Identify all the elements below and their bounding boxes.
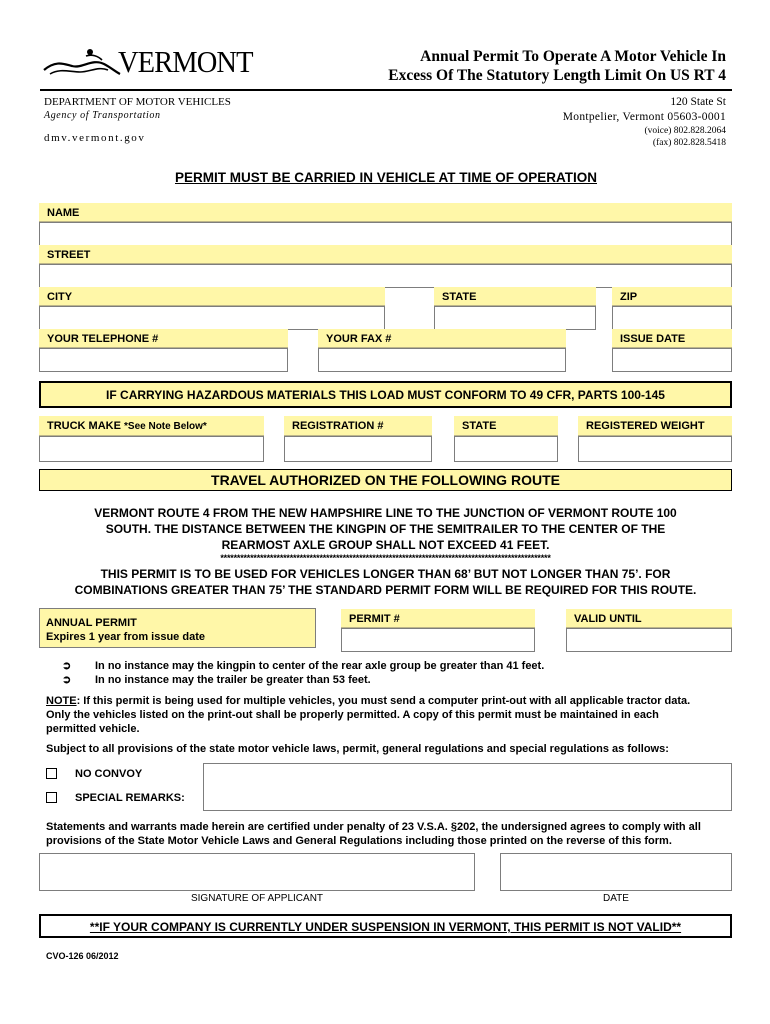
registered-weight-input[interactable] bbox=[578, 436, 732, 462]
logo-wordmark: VERMONT bbox=[118, 44, 253, 79]
multi-vehicle-note bbox=[46, 694, 736, 736]
route-description bbox=[39, 505, 732, 598]
form-title bbox=[380, 47, 726, 85]
office-address bbox=[480, 95, 726, 149]
no-convoy-checkbox[interactable] bbox=[46, 768, 57, 779]
signature-label: SIGNATURE OF APPLICANT bbox=[190, 893, 324, 904]
phone-fax: (fax) 802.828.5418 bbox=[652, 138, 726, 148]
telephone-input[interactable] bbox=[39, 348, 288, 372]
route-line-1: VERMONT ROUTE 4 FROM THE NEW HAMPSHIRE LINE TO THE JUNCTION OF VERMONT ROUTE 100 bbox=[94, 506, 677, 520]
name-input[interactable] bbox=[39, 222, 732, 246]
route-heading: TRAVEL AUTHORIZED ON THE FOLLOWING ROUTE bbox=[39, 469, 732, 491]
suspension-warning: **IF YOUR COMPANY IS CURRENTLY UNDER SUSPENSION IN VERMONT, THIS PERMIT IS NOT VALID** bbox=[39, 914, 732, 938]
state-input[interactable] bbox=[434, 306, 596, 330]
annual-permit-expiry: Expires 1 year from issue date bbox=[46, 631, 205, 643]
vermont-logo-mark-icon bbox=[42, 44, 122, 80]
header-rule bbox=[40, 89, 732, 91]
registration-input[interactable] bbox=[284, 436, 432, 462]
city-label: CITY bbox=[39, 287, 385, 306]
certification-statement bbox=[46, 820, 736, 848]
note-line-3: permitted vehicle. bbox=[46, 723, 140, 735]
special-remarks-label: SPECIAL REMARKS: bbox=[75, 792, 185, 804]
statement-line-2: provisions of the State Motor Vehicle Laws and General Regulations including those printed on the reverse of this form. bbox=[46, 835, 672, 847]
route-line-2: SOUTH. THE DISTANCE BETWEEN THE KINGPIN OF THE SEMITRAILER TO THE CENTER OF THE bbox=[105, 522, 666, 536]
signature-input[interactable] bbox=[39, 853, 475, 891]
truck-make-text: TRUCK MAKE bbox=[47, 420, 121, 432]
zip-input[interactable] bbox=[612, 306, 732, 330]
website-link[interactable]: dmv.vermont.gov bbox=[44, 132, 146, 144]
arrow-bullet-icon: ➲ bbox=[62, 660, 72, 672]
note-text: : If this permit is being used for multiple vehicles, you must send a computer print-out with all applicable tractor data. bbox=[76, 695, 691, 707]
note-label: NOTE bbox=[46, 695, 77, 707]
route-line-4: THIS PERMIT IS TO BE USED FOR VEHICLES LONGER THAN 68’ BUT NOT LONGER THAN 75’. FOR bbox=[100, 567, 671, 581]
phone-voice: (voice) 802.828.2064 bbox=[644, 126, 726, 136]
address-city: Montpelier, Vermont 05603-0001 bbox=[562, 111, 726, 123]
fax-label: YOUR FAX # bbox=[318, 329, 566, 348]
date-label: DATE bbox=[603, 893, 629, 904]
agency-name: Agency of Transportation bbox=[44, 110, 161, 121]
zip-label: ZIP bbox=[612, 287, 732, 306]
annual-permit-box bbox=[39, 608, 316, 648]
permit-number-input[interactable] bbox=[341, 628, 535, 652]
subject-provisions: Subject to all provisions of the state motor vehicle laws, permit, general regulations and special regulations as follows: bbox=[46, 743, 669, 755]
form-id: CVO-126 06/2012 bbox=[46, 951, 119, 961]
truck-make-label bbox=[39, 416, 264, 436]
restriction-list bbox=[62, 659, 544, 687]
issue-date-input[interactable] bbox=[612, 348, 732, 372]
truck-make-note: *See Note Below* bbox=[124, 421, 207, 432]
form-title-line2: Excess Of The Statutory Length Limit On US RT 4 bbox=[388, 67, 726, 84]
note-line-1 bbox=[46, 694, 736, 708]
list-item bbox=[62, 659, 544, 673]
vehicle-state-input[interactable] bbox=[454, 436, 558, 462]
name-label: NAME bbox=[39, 203, 732, 222]
special-remarks-checkbox[interactable] bbox=[46, 792, 57, 803]
truck-make-input[interactable] bbox=[39, 436, 264, 462]
no-convoy-label: NO CONVOY bbox=[75, 768, 143, 780]
permit-number-label: PERMIT # bbox=[341, 609, 535, 628]
restriction-text: In no instance may the kingpin to center of the rear axle group be greater than 41 feet. bbox=[95, 660, 545, 672]
valid-until-input[interactable] bbox=[566, 628, 732, 652]
date-input[interactable] bbox=[500, 853, 732, 891]
valid-until-label: VALID UNTIL bbox=[566, 609, 732, 628]
city-input[interactable] bbox=[39, 306, 385, 330]
issue-date-label: ISSUE DATE bbox=[612, 329, 732, 348]
route-separator: **************************************************************************************************** bbox=[220, 553, 551, 563]
arrow-bullet-icon: ➲ bbox=[62, 674, 72, 686]
telephone-label: YOUR TELEPHONE # bbox=[39, 329, 288, 348]
street-label: STREET bbox=[39, 245, 732, 264]
list-item bbox=[62, 673, 544, 687]
form-title-line1: Annual Permit To Operate A Motor Vehicle In bbox=[420, 48, 726, 65]
vehicle-state-label: STATE bbox=[454, 416, 558, 436]
department-name: DEPARTMENT OF MOTOR VEHICLES bbox=[44, 96, 231, 108]
hazmat-banner: IF CARRYING HAZARDOUS MATERIALS THIS LOAD MUST CONFORM TO 49 CFR, PARTS 100-145 bbox=[39, 381, 732, 408]
fax-input[interactable] bbox=[318, 348, 566, 372]
annual-permit-label: ANNUAL PERMIT bbox=[46, 617, 137, 629]
note-line-2: Only the vehicles listed on the print-out shall be properly permitted. A copy of this permit must be maintained in each bbox=[46, 709, 659, 721]
route-line-5: COMBINATIONS GREATER THAN 75’ THE STANDARD PERMIT FORM WILL BE REQUIRED FOR THIS ROUTE. bbox=[74, 583, 697, 597]
special-remarks-input[interactable] bbox=[203, 763, 732, 811]
route-line-3: REARMOST AXLE GROUP SHALL NOT EXCEED 41 FEET. bbox=[221, 538, 550, 552]
statement-line-1: Statements and warrants made herein are certified under penalty of 23 V.S.A. §202, the undersigned agrees to comply with all bbox=[46, 821, 701, 833]
street-input[interactable] bbox=[39, 264, 732, 288]
registered-weight-label: REGISTERED WEIGHT bbox=[578, 416, 732, 436]
carry-notice: PERMIT MUST BE CARRIED IN VEHICLE AT TIME OF OPERATION bbox=[174, 170, 597, 185]
address-street: 120 State St bbox=[670, 96, 726, 108]
state-label: STATE bbox=[434, 287, 596, 306]
vermont-logo bbox=[42, 42, 262, 82]
registration-label: REGISTRATION # bbox=[284, 416, 432, 436]
restriction-text: In no instance may the trailer be greater than 53 feet. bbox=[95, 674, 371, 686]
